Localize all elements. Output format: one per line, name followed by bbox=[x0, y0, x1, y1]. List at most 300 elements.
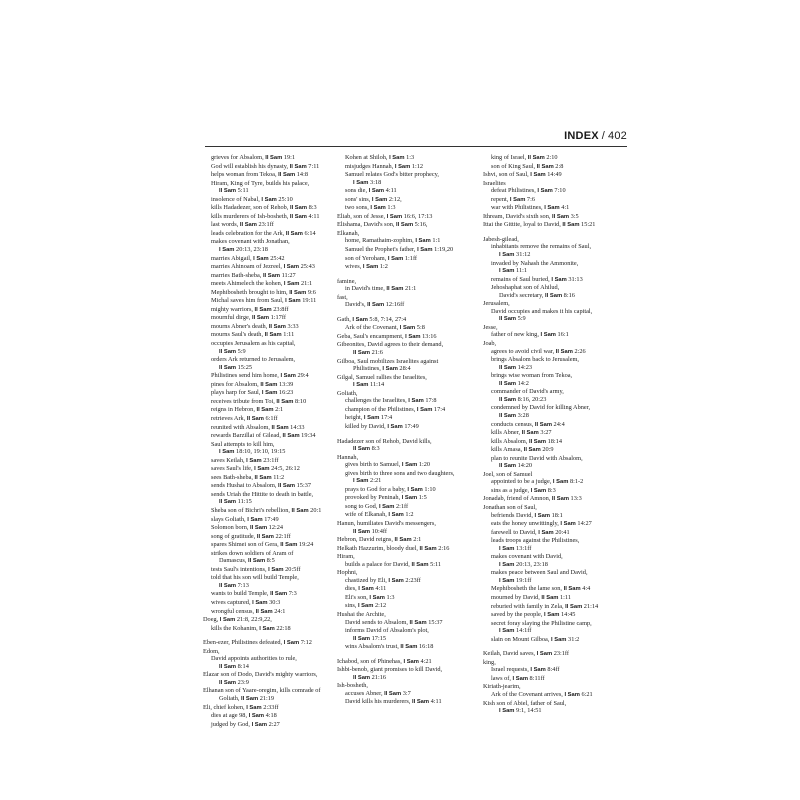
entry-text: Jonathan son of Saul, bbox=[483, 503, 537, 511]
verse-reference: 21:16 bbox=[370, 673, 386, 681]
index-entry bbox=[203, 398, 353, 407]
index-entry bbox=[337, 316, 487, 325]
verse-reference: 21:8, 22:9,22, bbox=[235, 616, 272, 624]
verse-reference: 14:27 bbox=[575, 520, 592, 528]
index-entry bbox=[337, 179, 487, 188]
entry-text: Israel requests, bbox=[491, 666, 531, 674]
book-reference: II Sam bbox=[386, 286, 404, 293]
entry-text: strikes down soldiers of Aram of bbox=[211, 549, 294, 557]
index-entry bbox=[337, 674, 487, 683]
index-entry bbox=[203, 557, 353, 566]
verse-reference: 24:5, 26:12 bbox=[269, 465, 300, 473]
verse-reference: 3:18 bbox=[368, 178, 382, 186]
verse-reference: 15:25 bbox=[236, 363, 252, 371]
index-entry bbox=[203, 533, 353, 542]
entry-text: mourns Saul's death, bbox=[211, 331, 265, 339]
book-reference: II Sam bbox=[523, 447, 541, 454]
index-entry bbox=[203, 721, 353, 730]
verse-reference: 21:14 bbox=[582, 602, 599, 610]
entry-text: two sons, bbox=[345, 204, 371, 212]
index-entry bbox=[337, 397, 487, 406]
book-reference: I Sam bbox=[560, 521, 576, 528]
entry-text: makes covenant with Jonathan, bbox=[211, 238, 290, 246]
index-entry bbox=[483, 260, 633, 268]
index-entry bbox=[203, 323, 353, 332]
index-entry bbox=[483, 627, 633, 636]
entry-text: Ark of the Covenant, bbox=[345, 324, 400, 332]
index-entry bbox=[483, 478, 633, 487]
book-reference: I Sam bbox=[416, 406, 433, 413]
index-entry bbox=[483, 636, 633, 645]
verse-reference: 5:11 bbox=[428, 560, 442, 568]
index-entry bbox=[203, 263, 353, 272]
verse-reference: 14:8 bbox=[295, 171, 308, 179]
index-entry bbox=[337, 438, 487, 446]
verse-reference: 17:4 bbox=[379, 414, 393, 422]
book-reference: I Sam bbox=[499, 268, 515, 275]
verse-reference: 28:4 bbox=[397, 365, 411, 373]
verse-reference: 14:49 bbox=[545, 171, 562, 179]
entry-text: father of new king, bbox=[491, 331, 541, 339]
book-reference: II Sam bbox=[251, 315, 270, 322]
index-entry bbox=[483, 569, 633, 577]
entry-text: Sheba son of Bichri's rebellion, bbox=[211, 506, 292, 514]
verse-reference: 7:13 bbox=[236, 581, 249, 589]
verse-reference: 1:10 bbox=[422, 485, 436, 493]
index-entry bbox=[337, 301, 487, 310]
entry-text: kills Hadadezer, son of Rehob, bbox=[211, 204, 290, 212]
verse-reference: 8:1-2 bbox=[568, 478, 584, 486]
entry-text: Ish-bosheth, bbox=[337, 682, 368, 690]
book-reference: II Sam bbox=[248, 558, 266, 565]
book-reference: II Sam bbox=[499, 364, 517, 371]
entry-text: mighty warriors, bbox=[211, 305, 255, 313]
book-reference: I Sam bbox=[537, 188, 553, 195]
verse-reference: 14:1ff bbox=[514, 627, 532, 635]
index-entry bbox=[203, 230, 353, 239]
index-entry bbox=[203, 648, 353, 656]
verse-reference: 7:12 bbox=[299, 639, 312, 647]
index-entry bbox=[483, 404, 633, 412]
book-reference: II Sam bbox=[534, 421, 552, 428]
entry-text: insolence of Nabal, bbox=[211, 195, 262, 203]
index-entry bbox=[337, 255, 487, 264]
book-reference: II Sam bbox=[536, 163, 554, 170]
index-entry bbox=[483, 537, 633, 545]
index-entry bbox=[483, 520, 633, 529]
entry-text: home, Ramathaim-zophim, bbox=[345, 237, 416, 245]
index-entry bbox=[337, 635, 487, 644]
verse-reference: 31:2 bbox=[566, 635, 580, 643]
index-entry bbox=[483, 412, 633, 421]
index-entry bbox=[203, 441, 353, 449]
book-reference: I Sam bbox=[219, 617, 236, 624]
entry-text: accuses Abner, bbox=[345, 689, 385, 697]
book-reference: II Sam bbox=[499, 396, 517, 403]
book-reference: I Sam bbox=[252, 599, 268, 606]
index-entry bbox=[337, 196, 487, 205]
verse-reference: 22:1ff bbox=[273, 532, 291, 540]
verse-reference: 2:26 bbox=[572, 347, 586, 355]
index-entry bbox=[483, 504, 633, 512]
entry-text: Eben-ezer, Philistines defeated, bbox=[203, 639, 284, 647]
entry-text: sends Uriah the Hittite to death in battle, bbox=[211, 490, 314, 498]
verse-reference: 2:21 bbox=[368, 477, 382, 485]
index-entry bbox=[203, 187, 353, 196]
book-reference: II Sam bbox=[219, 679, 237, 686]
verse-reference: 14:33 bbox=[288, 423, 305, 431]
book-reference: I Sam bbox=[388, 577, 404, 584]
index-entry bbox=[203, 712, 353, 721]
book-reference: I Sam bbox=[353, 179, 369, 186]
entry-text: Kohen at Shiloh, bbox=[345, 154, 390, 161]
verse-reference: 4:11 bbox=[373, 585, 387, 593]
index-entry bbox=[483, 529, 633, 538]
entry-text: Goliath, bbox=[337, 389, 358, 397]
index-entry bbox=[337, 690, 487, 699]
book-reference: I Sam bbox=[551, 636, 567, 643]
index-entry bbox=[337, 594, 487, 603]
book-reference: I Sam bbox=[499, 561, 515, 568]
index-entry bbox=[203, 372, 353, 381]
book-reference: I Sam bbox=[509, 196, 526, 203]
entry-text: sees Bath-sheba, bbox=[211, 473, 255, 481]
index-entry bbox=[483, 372, 633, 380]
entry-text: Ithream, David's sixth son, bbox=[483, 212, 552, 220]
verse-reference: 9:1, 14:51 bbox=[514, 707, 542, 715]
book-reference: II Sam bbox=[353, 350, 371, 357]
index-entry bbox=[337, 627, 487, 635]
index-entry bbox=[203, 364, 353, 373]
index-entry bbox=[337, 611, 487, 619]
index-entry bbox=[483, 659, 633, 667]
verse-reference: 10:4ff bbox=[370, 527, 387, 535]
entry-text: laws of, bbox=[491, 674, 513, 682]
book-reference: I Sam bbox=[530, 667, 546, 674]
index-entry bbox=[483, 455, 633, 463]
entry-text: song of gratitude, bbox=[211, 532, 257, 540]
index-entry bbox=[483, 487, 633, 496]
entry-text: makes covenant with David, bbox=[491, 553, 563, 561]
index-entry bbox=[483, 300, 633, 308]
book-reference: II Sam bbox=[276, 398, 294, 405]
entry-text: Jesse, bbox=[483, 323, 498, 331]
index-entry bbox=[483, 603, 633, 612]
entry-text: Hiram, King of Tyre, builds his palace, bbox=[211, 179, 310, 187]
entry-text: pines for Absalom, bbox=[211, 380, 261, 388]
entry-text: Gilgal, Samuel rallies the Israelites, bbox=[337, 373, 427, 381]
book-reference: I Sam bbox=[417, 247, 433, 254]
index-entry bbox=[203, 474, 353, 483]
book-reference: I Sam bbox=[564, 692, 580, 698]
entry-text: secret foray slaying the Philistine camp, bbox=[491, 619, 592, 627]
verse-reference: 14:20 bbox=[516, 462, 532, 470]
entry-text: reunited with Absalom, bbox=[211, 423, 272, 431]
book-reference: I Sam bbox=[261, 196, 277, 203]
verse-reference: 7:11 bbox=[306, 162, 320, 170]
page-number: 402 bbox=[608, 130, 627, 142]
entry-text: God will establish his dynasty, bbox=[211, 162, 290, 170]
entry-text: grieves for Absalom, bbox=[211, 154, 266, 161]
verse-reference: 30:3 bbox=[267, 598, 281, 606]
verse-reference: 20:13, 23:18 bbox=[234, 246, 268, 254]
entry-text: marries Abigail, bbox=[211, 254, 254, 262]
index-entry bbox=[483, 380, 633, 389]
index-entry bbox=[483, 700, 633, 708]
book-reference: II Sam bbox=[555, 348, 573, 355]
entry-text: Geba, Saul's encampment, bbox=[337, 332, 406, 340]
entry-text: kills Amasa, bbox=[491, 446, 524, 454]
book-reference: I Sam bbox=[530, 172, 546, 179]
verse-reference: 23:9 bbox=[236, 678, 249, 686]
book-reference: I Sam bbox=[534, 512, 551, 519]
index-entry bbox=[483, 675, 633, 684]
verse-reference: 20:41 bbox=[553, 528, 570, 536]
book-reference: II Sam bbox=[409, 619, 427, 626]
verse-reference: 2:12, bbox=[387, 195, 402, 203]
verse-reference: 1:11 bbox=[281, 331, 295, 339]
entry-text: Ishvi, son of Saul, bbox=[483, 171, 531, 179]
verse-reference: 14:2 bbox=[516, 379, 529, 387]
index-entry bbox=[337, 477, 487, 486]
entry-text: meets Ahimelech the kohen, bbox=[211, 280, 284, 288]
entry-text: slain on Mount Gilboa, bbox=[491, 635, 551, 643]
index-entry bbox=[203, 238, 353, 246]
book-reference: I Sam bbox=[283, 640, 300, 647]
book-reference: II Sam bbox=[394, 537, 412, 544]
entry-text: Hebron, David reigns, bbox=[337, 536, 395, 544]
verse-reference: 6:14 bbox=[302, 229, 316, 237]
verse-reference: 1:12 bbox=[410, 162, 424, 170]
entry-text: David sends to Absalom, bbox=[345, 618, 410, 626]
index-entry bbox=[203, 704, 353, 713]
book-reference: II Sam bbox=[499, 412, 517, 419]
book-reference: I Sam bbox=[403, 658, 419, 665]
entry-text: invaded by Nahash the Ammonite, bbox=[491, 259, 579, 267]
entry-text: David's secretary, bbox=[499, 291, 546, 299]
index-entry bbox=[337, 520, 487, 528]
book-reference: II Sam bbox=[268, 323, 286, 330]
entry-text: Damascus, bbox=[219, 557, 249, 565]
index-entry bbox=[203, 415, 353, 424]
book-reference: II Sam bbox=[367, 302, 385, 309]
index-entry bbox=[337, 536, 487, 545]
verse-reference: 2:10 bbox=[544, 154, 558, 161]
book-reference: II Sam bbox=[353, 528, 371, 535]
entry-text: son of Yeroham, bbox=[345, 254, 388, 262]
entry-text: Elazar son of Dodo, David's mighty warriors, bbox=[203, 671, 318, 679]
book-reference: II Sam bbox=[289, 205, 308, 212]
index-entry bbox=[483, 276, 633, 285]
entry-text: brings Absalom back to Jerusalem, bbox=[491, 356, 579, 364]
index-entry bbox=[483, 620, 633, 628]
entry-text: plan to reunite David with Absalom, bbox=[491, 454, 583, 462]
index-entry bbox=[483, 388, 633, 396]
index-entry bbox=[483, 553, 633, 561]
verse-reference: 25:10 bbox=[276, 195, 293, 203]
verse-reference: 2:1ff bbox=[394, 502, 409, 510]
book-reference: II Sam bbox=[264, 332, 282, 339]
entry-text: helps woman from Tekoa, bbox=[211, 171, 279, 179]
verse-reference: 21:19 bbox=[258, 695, 275, 702]
index-entry bbox=[483, 331, 633, 340]
entry-text: agrees to avoid civil war, bbox=[491, 347, 556, 355]
book-reference: I Sam bbox=[353, 382, 369, 389]
verse-reference: 7:6 bbox=[525, 195, 535, 203]
book-reference: II Sam bbox=[241, 696, 259, 702]
verse-reference: 23:1ff bbox=[256, 221, 274, 229]
index-entry bbox=[337, 658, 487, 667]
entry-text: Kish son of Abiel, father of Saul, bbox=[483, 699, 567, 707]
entry-text: Doeg, bbox=[203, 616, 220, 624]
index-entry bbox=[483, 171, 633, 180]
entry-text: son of King Saul, bbox=[491, 162, 537, 170]
entry-text: Elkanah, bbox=[337, 229, 360, 237]
entry-text: marries Ahinoam of Jezreel, bbox=[211, 263, 284, 271]
book-reference: I Sam bbox=[369, 594, 385, 601]
verse-reference: 20:5ff bbox=[283, 565, 301, 573]
verse-reference: 11:15 bbox=[236, 498, 252, 506]
index-entry bbox=[483, 204, 633, 213]
entry-text: sends Hushai to Absalom, bbox=[211, 482, 278, 490]
index-entry bbox=[337, 470, 487, 478]
verse-reference: 1:11 bbox=[558, 593, 571, 601]
index-entry bbox=[203, 482, 353, 491]
index-entry bbox=[483, 236, 633, 244]
index-entry bbox=[203, 340, 353, 348]
index-entry bbox=[337, 204, 487, 213]
book-reference: I Sam bbox=[246, 457, 262, 464]
book-reference: I Sam bbox=[536, 651, 553, 658]
book-reference: I Sam bbox=[362, 264, 379, 271]
index-entry bbox=[483, 221, 633, 230]
index-entry bbox=[337, 221, 487, 230]
book-reference: I Sam bbox=[378, 503, 395, 510]
book-reference: II Sam bbox=[499, 463, 517, 470]
index-entry bbox=[337, 561, 487, 570]
entry-text: eats the honey unwittingly, bbox=[491, 520, 561, 528]
entry-text: slays Goliath, bbox=[211, 515, 248, 523]
index-entry bbox=[203, 491, 353, 499]
index-entry bbox=[337, 585, 487, 594]
entry-text: Gath, bbox=[337, 315, 353, 323]
index-entry bbox=[203, 608, 353, 617]
entry-text: Hiram, bbox=[337, 553, 355, 561]
index-entry bbox=[483, 495, 633, 504]
book-reference: I Sam bbox=[387, 255, 404, 262]
index-entry bbox=[483, 243, 633, 251]
verse-reference: 6:21 bbox=[579, 691, 593, 698]
entry-text: Ichabod, son of Phinehas, bbox=[337, 657, 404, 665]
entry-text: misjudges Hannah, bbox=[345, 162, 395, 170]
verse-reference: 8:3 bbox=[307, 204, 317, 212]
entry-text: Hophni, bbox=[337, 569, 358, 577]
entry-text: mourned by David, bbox=[491, 593, 542, 601]
book-reference: I Sam bbox=[408, 398, 424, 405]
verse-reference: 19:34 bbox=[299, 432, 316, 440]
verse-reference: 25:43 bbox=[299, 263, 315, 271]
book-reference: II Sam bbox=[499, 380, 517, 387]
book-reference: I Sam bbox=[386, 213, 403, 220]
verse-reference: 12:16ff bbox=[384, 301, 405, 309]
entry-text: Mephibosheth the lame son, bbox=[491, 585, 564, 593]
entry-text: makes peace between Saul and David, bbox=[491, 569, 588, 577]
entry-text: Hannah, bbox=[337, 453, 359, 461]
entry-text: inhabitants remove the remains of Saul, bbox=[491, 243, 592, 251]
index-entry bbox=[337, 454, 487, 462]
index-entry bbox=[203, 679, 353, 688]
header-separator: / bbox=[601, 130, 606, 142]
index-entry bbox=[483, 364, 633, 373]
index-entry bbox=[483, 251, 633, 260]
verse-reference: 16:6, 17:13 bbox=[402, 212, 433, 220]
entry-text: brings wise woman from Tekoa, bbox=[491, 372, 573, 380]
verse-reference: 8:5 bbox=[265, 557, 275, 565]
verse-reference: 17:49 bbox=[262, 515, 279, 523]
entry-text: Samuel relates God's bitter prophecy, bbox=[345, 171, 439, 179]
index-entry bbox=[337, 263, 487, 272]
entry-text: famine, bbox=[337, 277, 357, 285]
entry-text: king of Israel, bbox=[491, 154, 528, 161]
index-entry bbox=[203, 566, 353, 575]
index-entry bbox=[203, 171, 353, 180]
entry-text: David kills his murderers, bbox=[345, 698, 412, 706]
entry-text: Helkath Hazzurim, bloody duel, bbox=[337, 544, 420, 552]
verse-reference: 24:4 bbox=[551, 420, 565, 428]
verse-reference: 15:37 bbox=[426, 618, 443, 626]
verse-reference: 1:3 bbox=[384, 593, 395, 601]
book-reference: I Sam bbox=[219, 449, 235, 456]
entry-text: Eliab, son of Jesse, bbox=[337, 212, 387, 220]
book-reference: I Sam bbox=[388, 512, 404, 519]
index-entry bbox=[483, 267, 633, 276]
verse-reference: 4:18 bbox=[264, 712, 277, 720]
verse-reference: 11:2 bbox=[271, 473, 285, 481]
book-reference: I Sam bbox=[254, 466, 270, 473]
book-reference: I Sam bbox=[401, 495, 418, 502]
verse-reference: 6:1ff bbox=[263, 414, 278, 422]
verse-reference: 4:4 bbox=[580, 585, 591, 593]
book-reference: II Sam bbox=[419, 545, 437, 552]
index-entry bbox=[203, 465, 353, 474]
entry-text: gives birth to Samuel, bbox=[345, 461, 402, 469]
book-reference: II Sam bbox=[219, 364, 237, 371]
book-reference: I Sam bbox=[499, 628, 515, 635]
index-entry bbox=[337, 154, 487, 163]
book-reference: I Sam bbox=[283, 264, 300, 271]
index-entry bbox=[337, 230, 487, 238]
index-entry bbox=[483, 683, 633, 691]
index-entry bbox=[483, 577, 633, 586]
index-entry bbox=[483, 438, 633, 447]
book-reference: I Sam bbox=[352, 316, 368, 323]
index-entry bbox=[337, 406, 487, 415]
index-entry bbox=[483, 180, 633, 188]
index-entry bbox=[337, 390, 487, 398]
header-rule bbox=[205, 146, 627, 147]
index-entry bbox=[483, 429, 633, 438]
index-entry bbox=[483, 187, 633, 196]
entry-text: informs David of Absalom's plot, bbox=[345, 627, 429, 635]
verse-reference: 31:12 bbox=[514, 251, 531, 259]
verse-reference: 2:33ff bbox=[261, 703, 279, 711]
index-entry bbox=[483, 315, 633, 324]
entry-text: saves Keilah, bbox=[211, 456, 247, 464]
index-entry bbox=[203, 639, 353, 648]
entry-text: challenges the Israelites, bbox=[345, 397, 409, 405]
verse-reference: 3:7 bbox=[401, 689, 411, 697]
entry-text: rewards Barzillai of Gilead, bbox=[211, 432, 283, 440]
